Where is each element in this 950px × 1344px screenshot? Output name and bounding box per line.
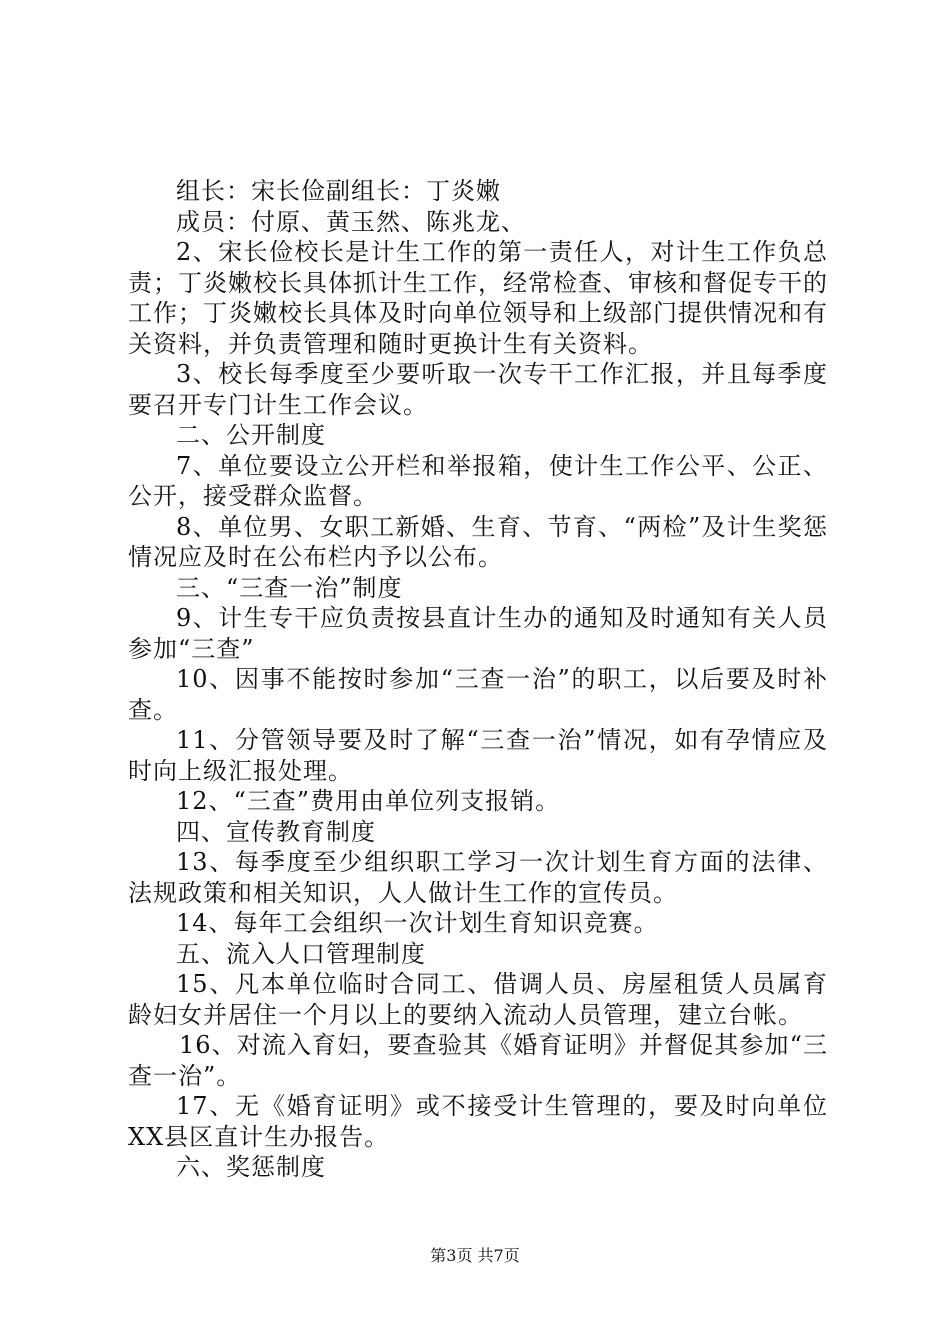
paragraph-item-3: 3、校长每季度至少要听取一次专干工作汇报，并且每季度要召开专门计生工作会议。 [128,360,828,419]
paragraph-item-10: 10、因事不能按时参加“三查一治”的职工，以后要及时补查。 [128,665,828,724]
paragraph-item-13: 13、每季度至少组织职工学习一次计划生育方面的法律、法规政策和相关知识，人人做计生工作的宣传员。 [128,848,828,907]
paragraph-item-17: 17、无《婚育证明》或不接受计生管理的，要及时向单位XX县区直计生办报告。 [128,1092,828,1151]
paragraph-item-2: 2、宋长俭校长是计生工作的第一责任人，对计生工作负总责；丁炎嫩校长具体抓计生工作，经常检查、审核和督促专干的工作；丁炎嫩校长具体及时向单位领导和上级部门提供情况和有关资料，并负责管理和随时更换计生有关资料。 [128,238,828,358]
page-number-footer: 第3页 共7页 [430,1246,520,1265]
heading-migrant: 五、流入人口管理制度 [176,939,426,968]
paragraph-item-11: 11、分管领导要及时了解“三查一治”情况，如有孕情应及时向上级汇报处理。 [128,726,828,785]
paragraph-item-8: 8、单位男、女职工新婚、生育、节育、“两检”及计生奖惩情况应及时在公布栏内予以公布。 [128,512,828,571]
paragraph-item-7: 7、单位要设立公开栏和举报箱，使计生工作公平、公正、公开，接受群众监督。 [128,451,828,510]
paragraph-item-9: 9、计生专干应负责按县直计生办的通知及时通知有关人员参加“三查” [128,604,828,663]
paragraph-leader: 组长：宋长俭副组长：丁炎嫩 [176,177,501,205]
paragraph-item-12: 12、“三查”费用由单位列支报销。 [176,787,561,815]
heading-rewards: 六、奖惩制度 [176,1153,326,1181]
heading-education: 四、宣传教育制度 [176,817,376,846]
document-body [128,176,828,1183]
heading-disclosure: 二、公开制度 [176,421,326,449]
paragraph-members: 成员：付原、黄玉然、陈兆龙、 [176,207,526,236]
heading-three-checks: 三、“三查一治”制度 [176,573,403,602]
paragraph-item-15: 15、凡本单位临时合同工、借调人员、房屋租赁人员属育龄妇女并居住一个月以上的要纳入流动人员管理，建立台帐。 [128,970,828,1029]
paragraph-item-16: 16、对流入育妇，要查验其《婚育证明》并督促其参加“三查一治”。 [128,1031,828,1090]
paragraph-item-14: 14、每年工会组织一次计划生育知识竞赛。 [176,909,659,937]
